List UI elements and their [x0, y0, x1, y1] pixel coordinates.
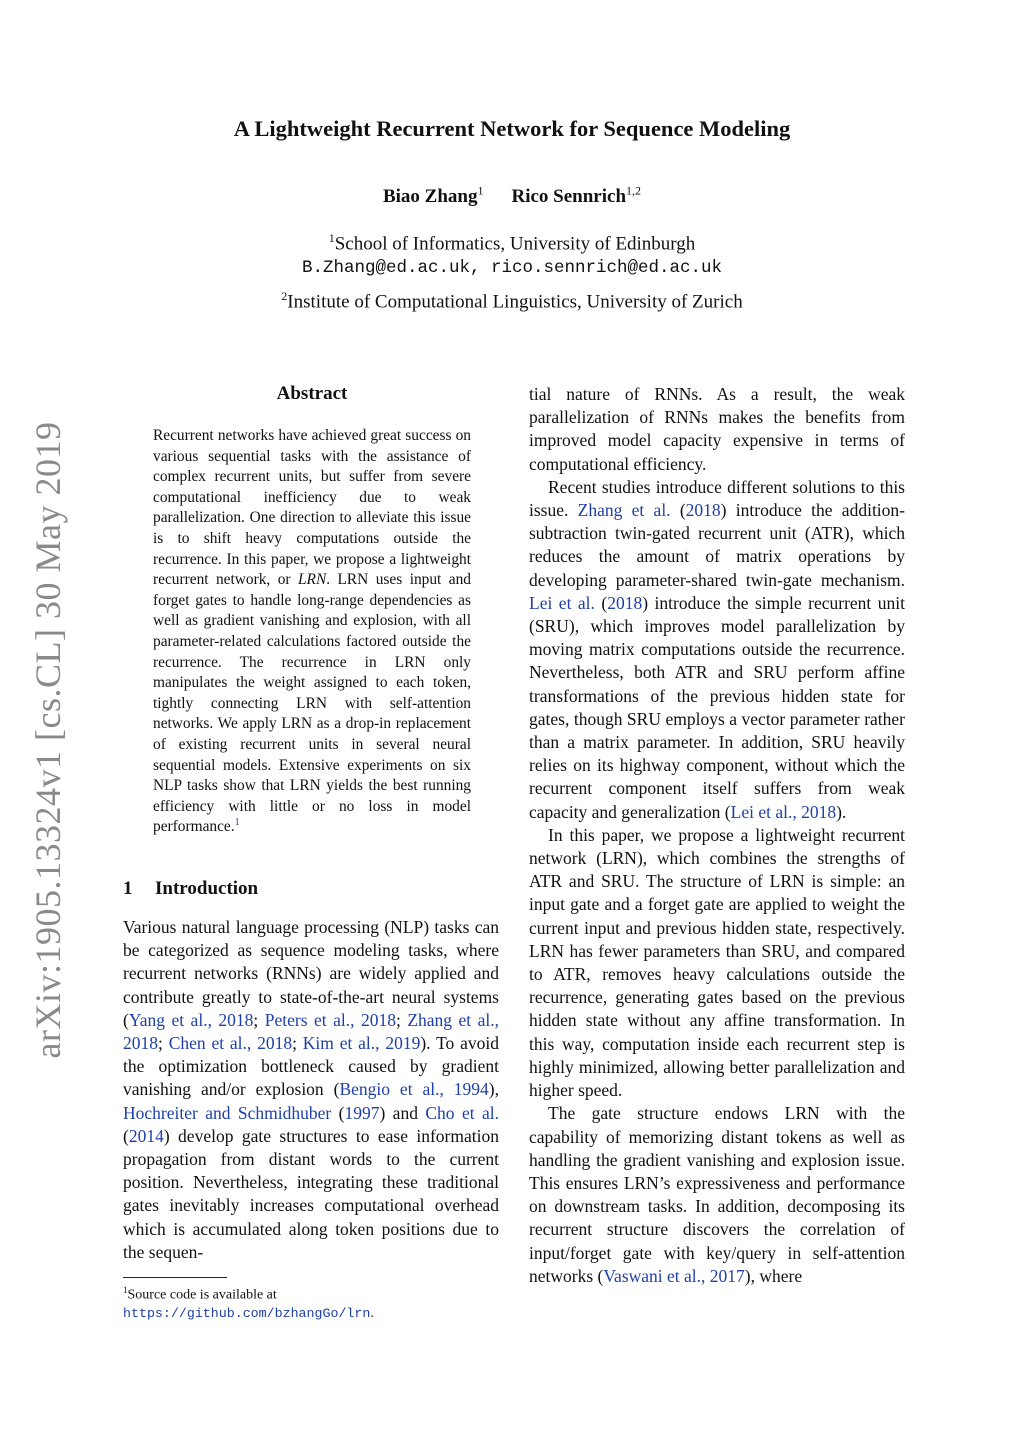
footnote-text: Source code is available at: [127, 1287, 277, 1303]
affiliation-2: [0, 289, 1024, 313]
citation-link[interactable]: Lei et al., 2018: [730, 801, 837, 822]
body-text: ) introduce the simple recurrent unit (SRU), which improves model parallelization by moving matrix computations outside the recurrence. Nevertheless, both ATR and SRU perform affine transformations of the previous hidden state for gates, though SRU employs a vector parameter rather than a matrix parameter. In addition, SRU heavily relies on its highway component, without which the recurrent component itself suffers from weak capacity and generalization (: [529, 592, 905, 822]
footnote-mark: 1: [123, 1285, 128, 1295]
body-text: ), where: [744, 1265, 803, 1286]
intro-left-column: [123, 916, 499, 1264]
section-title: Introduction: [155, 878, 259, 899]
citation-link[interactable]: Zhang et al.: [577, 500, 671, 521]
intro-paragraph: [529, 824, 905, 1102]
author-1-affil-mark: 1: [477, 184, 484, 198]
author-list: [0, 184, 1024, 208]
citation-link[interactable]: Yang et al., 2018: [128, 1009, 254, 1030]
intro-paragraph: [123, 916, 499, 1264]
body-text: Recent studies introduce different solutions to this issue.: [529, 476, 905, 521]
body-text: ). To avoid the optimization bottleneck caused by gradient vanishing and/or explosion (: [123, 1033, 499, 1100]
intro-paragraph: [529, 383, 905, 476]
intro-paragraph: [529, 1102, 905, 1288]
body-text: ;: [395, 1009, 408, 1030]
body-text: ;: [158, 1033, 169, 1054]
body-text: Various natural language processing (NLP) tasks can be categorized as sequence modeling tasks, where recurrent networks (RNNs) are widely applied and contribute greatly to state-of-the-art neural systems (: [123, 917, 499, 1030]
paper-title: A Lightweight Recurrent Network for Sequence Modeling: [233, 116, 791, 141]
body-text: ) develop gate structures to ease information propagation from distant words to the current position. Nevertheless, integrating these traditional gates inevitably increases computational overhead which is accumulated along token positions due to the sequen-: [123, 1125, 499, 1262]
author-2-affil-mark: 1,2: [626, 184, 642, 198]
abstract-lrn-term: LRN: [297, 571, 327, 589]
body-text: (: [331, 1102, 345, 1123]
footnote-divider: [123, 1277, 227, 1278]
body-text: (: [594, 592, 608, 613]
footnote-end: .: [370, 1305, 374, 1321]
affiliation-2-mark: 2: [281, 289, 288, 303]
citation-link[interactable]: Hochreiter and Schmidhuber: [123, 1102, 332, 1123]
author-2-name: Rico Sennrich: [511, 186, 627, 208]
citation-link[interactable]: Bengio et al., 1994: [339, 1079, 489, 1100]
abstract-text-part-1: Recurrent networks have achieved great success on various sequential tasks with the assistance of complex recurrent units, but suffer from severe computational inefficiency due to weak parallelization. One direction to alleviate this issue is to shift heavy computations outside the recurrence. In this paper, we propose a lightweight recurrent network, or: [153, 427, 471, 589]
affiliation-1: [0, 231, 1024, 255]
citation-link[interactable]: Lei et al.: [529, 592, 595, 613]
citation-link[interactable]: Peters et al., 2018: [264, 1009, 396, 1030]
body-text: tial nature of RNNs. As a result, the weak parallelization of RNNs makes the benefits from improved model capacity expensive in terms of computational efficiency.: [529, 384, 905, 474]
citation-link[interactable]: 2018: [607, 592, 643, 613]
affiliation-2-name: Institute of Computational Linguistics, University of Zurich: [287, 291, 743, 313]
section-number: 1: [123, 878, 133, 899]
author-2: [511, 186, 641, 207]
body-text: ;: [292, 1033, 303, 1054]
citation-link[interactable]: Vaswani et al., 2017: [603, 1265, 745, 1286]
body-text: (: [670, 500, 686, 521]
citation-link[interactable]: 2018: [685, 500, 721, 521]
body-text: The gate structure endows LRN with the capability of memorizing distant tokens as well as handling the gradient vanishing and explosion issue. This ensures LRN’s expressiveness and performance on downstream tasks. In addition, decomposing its recurrent structure discovers the correlation of input/forget gate with key/query in self-attention networks (: [529, 1103, 905, 1286]
body-text: ) introduce the addition-subtraction twin-gated recurrent unit (ATR), which reduces the amount of matrix operations by developing parameter-shared twin-gate mechanism.: [529, 500, 905, 590]
citation-link[interactable]: Chen et al., 2018: [168, 1033, 293, 1054]
abstract-text-part-2: . LRN uses input and forget gates to handle long-range dependencies as well as gradient vanishing and explosion, with all parameter-related calculations factored outside the recurrence. The recurrence in LRN only manipulates the weight assigned to each token, tightly connecting LRN with self-attention networks. We apply LRN as a drop-in replacement of existing recurrent units in several neural sequential models. Extensive experiments on six NLP tasks show that LRN yields the best running efficiency with little or no loss in model performance.: [153, 571, 471, 836]
citation-link[interactable]: 2014: [128, 1125, 164, 1146]
citation-link[interactable]: 1997: [344, 1102, 380, 1123]
affiliation-1-mark: 1: [328, 231, 335, 245]
intro-paragraph: [529, 476, 905, 824]
footnote-1: [123, 1281, 499, 1323]
body-text: (: [123, 1125, 129, 1146]
intro-right-column: [529, 383, 905, 1288]
citation-link[interactable]: Kim et al., 2019: [302, 1033, 421, 1054]
abstract-footnote-link[interactable]: 1: [234, 817, 240, 829]
abstract-heading: Abstract: [276, 383, 348, 404]
citation-link[interactable]: Cho et al.: [425, 1102, 499, 1123]
abstract-body: [153, 426, 471, 838]
body-text: In this paper, we propose a lightweight recurrent network (LRN), which combines the strengths of ATR and SRU. The structure of LRN is simple: an input gate and a forget gate are applied to weight the current input and previous hidden state, respectively. LRN has fewer parameters than SRU, and compared to ATR, removes heavy calculations outside the recurrence, generating gates based on the previous hidden state without any affine transformation. In this way, computation inside each recurrent step is highly minimized, allowing better parallelization and higher speed.: [529, 824, 905, 1101]
affiliation-1-name: School of Informatics, University of Edinburgh: [334, 233, 696, 255]
citation-link[interactable]: Zhang et al., 2018: [123, 1009, 499, 1054]
body-text: ;: [253, 1009, 265, 1030]
author-1: [383, 186, 484, 207]
author-1-name: Biao Zhang: [382, 186, 478, 208]
source-code-link[interactable]: https://github.com/bzhangGo/lrn: [123, 1305, 371, 1321]
body-text: ),: [488, 1079, 499, 1100]
body-text: ) and: [379, 1102, 426, 1123]
section-heading-introduction: [123, 878, 258, 900]
arxiv-identifier-stamp: arXiv:1905.13324v1 [cs.CL] 30 May 2019: [28, 421, 68, 1059]
body-text: ).: [836, 801, 847, 822]
author-emails: B.Zhang@ed.ac.uk, rico.sennrich@ed.ac.uk: [301, 258, 723, 278]
